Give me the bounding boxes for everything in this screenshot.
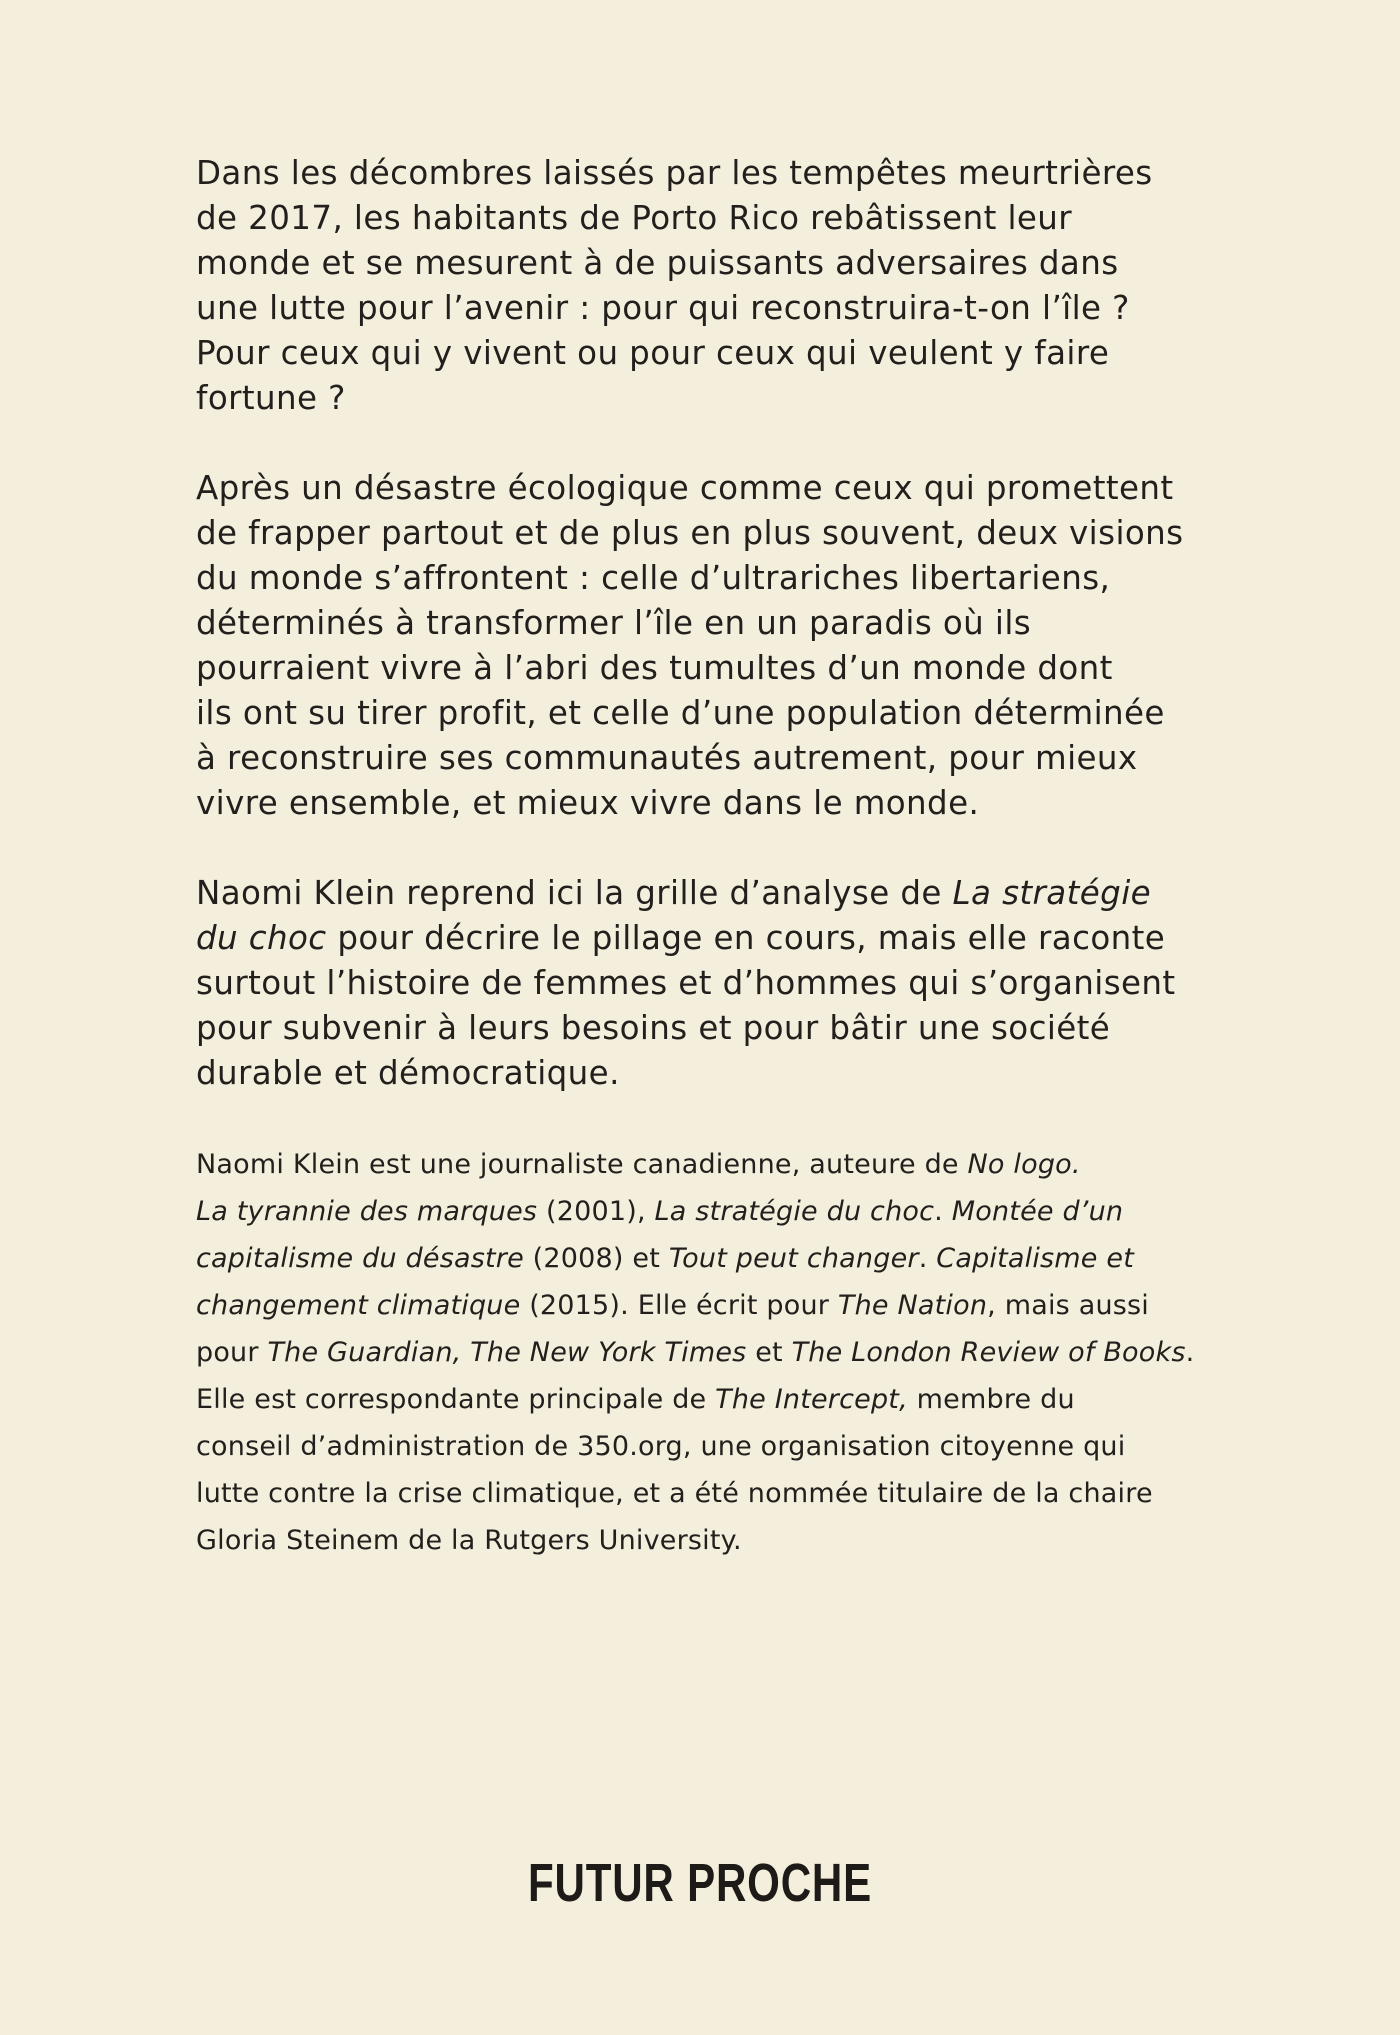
text-line: surtout l’histoire de femmes et d’hommes qui s’organisent [196, 964, 1176, 1002]
blurb-paragraph-1 [196, 151, 1226, 421]
bio-line [196, 1188, 1236, 1235]
book-title: du choc [196, 919, 327, 957]
text-segment: et [746, 1337, 792, 1368]
text-line: durable et démocratique. [196, 1054, 620, 1092]
text-segment: . [918, 1243, 937, 1274]
publication-name: The London Review of Books [791, 1337, 1186, 1368]
book-title: changement climatique [196, 1290, 521, 1321]
book-title: capitalisme du désastre [196, 1243, 524, 1274]
text-line: Après un désastre écologique comme ceux qui promettent [196, 469, 1174, 507]
text-segment: Naomi Klein est une journaliste canadienne, auteure de [196, 1149, 968, 1180]
book-title: La stratégie [952, 874, 1152, 912]
text-line: Dans les décombres laissés par les tempêtes meurtrières [196, 154, 1153, 192]
text-segment: Naomi Klein reprend ici la grille d’analyse de [196, 874, 953, 912]
publication-name: The Guardian, The New York Times [267, 1337, 747, 1368]
book-title: Tout peut changer [668, 1243, 919, 1274]
text-line: monde et se mesurent à de puissants adversaires dans [196, 244, 1119, 282]
text-segment: . [1185, 1337, 1195, 1368]
bio-line: lutte contre la crise climatique, et a été nommée titulaire de la chaire [196, 1478, 1153, 1509]
bio-line [196, 1141, 1236, 1188]
text-line: de 2017, les habitants de Porto Rico rebâtissent leur [196, 199, 1073, 237]
text-line: pourraient vivre à l’abri des tumultes d’un monde dont [196, 649, 1113, 687]
text-line: Pour ceux qui y vivent ou pour ceux qui veulent y faire [196, 334, 1110, 372]
text-line: une lutte pour l’avenir : pour qui reconstruira-t-on l’île ? [196, 289, 1130, 327]
text-segment: (2001), [537, 1196, 655, 1227]
text-line: à reconstruire ses communautés autrement, pour mieux [196, 739, 1138, 777]
bio-line: Gloria Steinem de la Rutgers University. [196, 1525, 742, 1556]
book-title: La tyrannie des marques [196, 1196, 538, 1227]
book-title: La stratégie du choc [654, 1196, 935, 1227]
publisher-logo: FUTUR PROCHE [528, 1853, 872, 1913]
book-title: No logo. [967, 1149, 1081, 1180]
text-line: vivre ensemble, et mieux vivre dans le monde. [196, 784, 980, 822]
text-segment: pour [196, 1337, 268, 1368]
text-segment: pour décrire le pillage en cours, mais elle raconte [326, 919, 1166, 957]
text-line [196, 916, 1226, 961]
text-line: pour subvenir à leurs besoins et pour bâtir une société [196, 1009, 1111, 1047]
text-segment: Elle est correspondante principale de [196, 1384, 716, 1415]
book-title: Capitalisme et [936, 1243, 1134, 1274]
text-segment: (2008) et [523, 1243, 669, 1274]
bio-line [196, 1282, 1236, 1329]
text-segment: membre du [907, 1384, 1075, 1415]
publication-name: The Intercept, [715, 1384, 908, 1415]
text-line: de frapper partout et de plus en plus souvent, deux visions [196, 514, 1184, 552]
text-line: du monde s’affrontent : celle d’ultrariches libertariens, [196, 559, 1111, 597]
blurb-paragraph-3 [196, 871, 1226, 1096]
bio-line [196, 1376, 1236, 1423]
publication-name: The Nation [837, 1290, 988, 1321]
bio-line [196, 1329, 1236, 1376]
author-bio [196, 1141, 1236, 1564]
book-title: Montée d’un [951, 1196, 1124, 1227]
text-line: déterminés à transformer l’île en un paradis où ils [196, 604, 1032, 642]
text-line: ils ont su tirer profit, et celle d’une population déterminée [196, 694, 1165, 732]
text-segment: (2015). Elle écrit pour [520, 1290, 838, 1321]
blurb-paragraph-2 [196, 466, 1226, 826]
text-segment: . [934, 1196, 952, 1227]
text-line [196, 871, 1226, 916]
bio-line: conseil d’administration de 350.org, une organisation citoyenne qui [196, 1431, 1126, 1462]
text-line: fortune ? [196, 379, 346, 417]
bio-line [196, 1235, 1236, 1282]
text-segment: , mais aussi [987, 1290, 1149, 1321]
